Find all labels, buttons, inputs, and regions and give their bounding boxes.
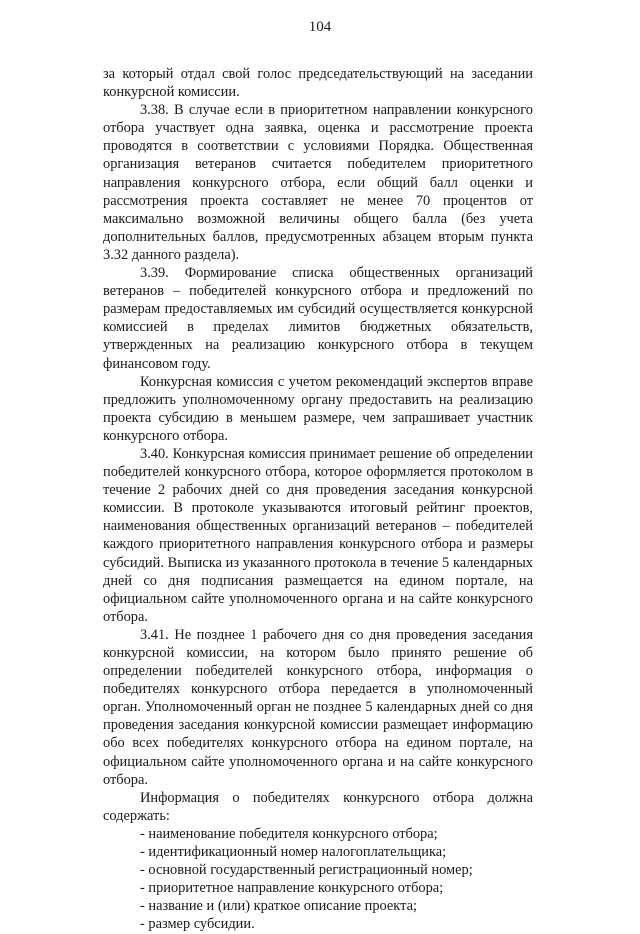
list-item: - идентификационный номер налогоплательщика; — [140, 844, 447, 861]
paragraph-list-intro: Информация о победителях конкурсного отбора должна содержать: — [103, 789, 533, 824]
list-item: - наименование победителя конкурсного отбора; — [140, 825, 438, 842]
list-item: - размер субсидии. — [140, 916, 255, 933]
requirements-list — [103, 825, 533, 934]
paragraph-3-38: 3.38. В случае если в приоритетном направлении конкурсного отбора участвует одна заявка, оценка и рассмотрение проекта проводятся в соответствии с условиями Порядка. Общественная организация ветеранов считается победителем приоритетного направления конкурсного отбора, если общий балл оценки и рассмотрения проекта составляет не менее 70 процентов от максимально возможной величины общего балла (без учета дополнительных баллов, предусмотренных абзацем вторым пункта 3.32 данного раздела). — [103, 102, 533, 263]
list-item: - приоритетное направление конкурсного отбора; — [140, 880, 444, 897]
paragraph-3-41: 3.41. Не позднее 1 рабочего дня со дня проведения заседания конкурсной комиссии, на котором было принято решение об определении победителей конкурсного отбора, информация о победителях конкурсного отбора передается в уполномоченный орган. Уполномоченный орган не позднее 5 календарных дней со дня проведения заседания конкурсной комиссии размещает информацию обо всех победителях конкурсного отбора на едином портале, на официальном сайте уполномоченного органа и на сайте конкурсного отбора. — [103, 626, 533, 788]
list-item: - основной государственный регистрационный номер; — [140, 862, 473, 879]
list-item: - название и (или) краткое описание проекта; — [140, 898, 417, 915]
paragraph-3-40: 3.40. Конкурсная комиссия принимает решение об определении победителей конкурсного отбора, которое оформляется протоколом в течение 2 рабочих дней со дня проведения заседания конкурсной комиссии. В протоколе указываются итоговый рейтинг проектов, наименования общественных организаций ветеранов – победителей каждого приоритетного направления конкурсного отбора и размеры субсидий. Выписка из указанного протокола в течение 5 календарных дней со дня подписания размещается на едином портале, на официальном сайте уполномоченного органа и на сайте конкурсного отбора. — [103, 445, 533, 625]
document-body — [103, 65, 533, 934]
paragraph-3-39: 3.39. Формирование списка общественных организаций ветеранов – победителей конкурсного отбора и предложений по размерам предоставляемых им субсидий осуществляется конкурсной комиссией в пределах лимитов бюджетных обязательств, утвержденных на реализацию конкурсного отбора в текущем финансовом году. — [103, 265, 533, 372]
paragraph: Конкурсная комиссия с учетом рекомендаций экспертов вправе предложить уполномоченному органу предоставить на реализацию проекта субсидию в меньшем размере, чем запрашивает участник конкурсного отбора. — [103, 373, 533, 444]
page-number: 104 — [308, 19, 332, 35]
paragraph: за который отдал свой голос председательствующий на заседании конкурсной комиссии. — [103, 66, 533, 101]
